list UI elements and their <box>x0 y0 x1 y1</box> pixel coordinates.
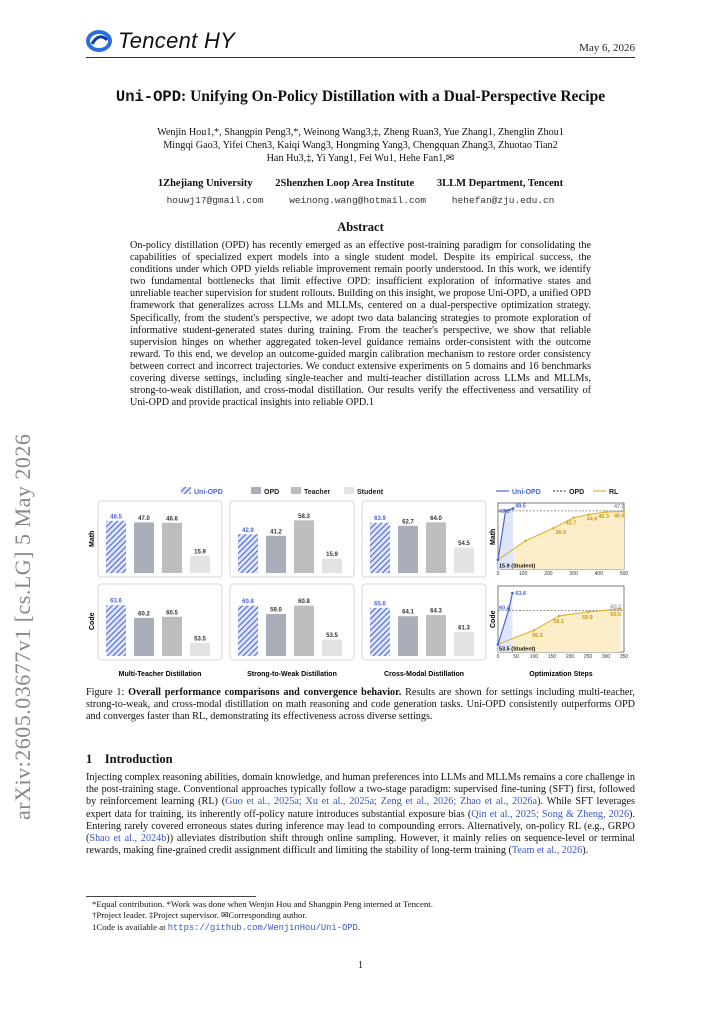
bar-value-label: 42.9 <box>242 527 254 534</box>
rl-point <box>572 516 575 519</box>
x-tick-label: 250 <box>583 654 593 660</box>
bar-panel <box>89 584 222 678</box>
bar-value-label: 64.3 <box>430 608 442 615</box>
bar-student <box>190 643 210 656</box>
logo-text: Tencent HY <box>118 28 236 53</box>
bar-value-label: 59.0 <box>270 607 282 614</box>
bar-student <box>454 632 474 656</box>
email[interactable]: houwj17@gmail.com <box>166 195 264 206</box>
bar-opd <box>398 616 418 656</box>
bar-opd <box>134 618 154 656</box>
row-label: Code <box>490 610 497 628</box>
x-tick-label: 500 <box>619 571 629 577</box>
code-link[interactable]: https://github.com/WenjinHou/Uni-OPD <box>167 923 358 933</box>
bar-value-label: 15.9 <box>194 549 206 556</box>
x-tick-label: 50 <box>513 654 519 660</box>
citation-link[interactable]: Team et al., 2026 <box>511 845 583 857</box>
x-tick-label: 100 <box>529 654 539 660</box>
bar-value-label: 61.3 <box>458 625 470 632</box>
bar-value-label: 63.6 <box>110 598 122 605</box>
x-tick-label: 100 <box>519 571 528 577</box>
page-number: 1 <box>358 960 363 971</box>
x-tick-label: 300 <box>569 571 578 577</box>
x-tick-label: 200 <box>565 654 575 660</box>
rl-point <box>587 513 590 516</box>
bar-panel <box>89 501 222 577</box>
point-label: 60.5 <box>610 611 622 618</box>
caption-text: Results are shown for settings including multi-teacher, strong-to-weak, and cross-modal distillation on math reasoning and code generation tasks. Uni-OPD consistently outperforms OPD and converges faster than RL, demonstrating its effectiveness across diverse settings. <box>86 687 635 723</box>
rl-point <box>552 527 555 530</box>
footnote: †Project leader. ‡Project supervisor. ✉Corresponding author. <box>92 910 308 920</box>
bar-value-label: 47.0 <box>138 515 150 522</box>
legend-swatch <box>344 487 354 494</box>
uniopd-point <box>511 592 514 595</box>
citation-link[interactable]: Shao et al., 2024b <box>89 833 167 845</box>
section-number: 1 <box>86 752 93 766</box>
x-tick-label: 0 <box>496 654 500 660</box>
rl-point <box>524 539 527 542</box>
bar-student <box>322 559 342 573</box>
uniopd-area <box>498 509 513 570</box>
bar-student <box>190 556 210 573</box>
bar-uniopd <box>370 523 390 573</box>
bar-panel <box>230 584 354 678</box>
bar-value-label: 64.1 <box>402 609 414 616</box>
line-panel <box>490 586 628 678</box>
panel-title: Strong-to-Weak Distillation <box>247 671 337 678</box>
bar-opd <box>266 614 286 656</box>
bar-value-label: 62.7 <box>402 519 414 526</box>
caption-bold: Overall performance comparisons and convergence behavior. <box>128 687 402 698</box>
intro-text: ). While SFT leverages expert data for training, its inherently off-policy nature introduces substantial exposure bias ( <box>86 796 635 820</box>
rl-area <box>498 508 624 569</box>
intro-text: Injecting complex reasoning abilities, domain knowledge, and human preferences into LLMs and MLLMs remains a core challenge in the post-training stage. Conventional approaches typically follow a two-stage paradigm: supervised fine-tuning (SFT) first, followed by reinforcement learning (RL) ( <box>86 772 635 808</box>
point-label: 44.6 <box>586 516 598 523</box>
affiliations <box>86 178 635 189</box>
footnote: *Equal contribution. *Work was done when Wenjin Hou and Shangpin Peng interned at Tencent. <box>92 899 433 909</box>
bar-panel <box>362 584 486 678</box>
tencent-hy-logo <box>86 28 235 54</box>
bar-teacher <box>294 520 314 573</box>
point-label: 46.3 <box>598 513 610 520</box>
bar-teacher <box>162 617 182 656</box>
bar-uniopd <box>370 608 390 656</box>
point-label: 59.1 <box>553 618 564 625</box>
title-text: : Unifying On-Policy Distillation with a Dual-Perspective Recipe <box>181 88 606 105</box>
footnote-text: 1Code is available at <box>92 922 168 932</box>
bar-uniopd <box>106 605 126 656</box>
caption-label: Figure 1: <box>86 687 125 698</box>
paper-date: May 6, 2026 <box>579 42 635 54</box>
bar-value-label: 53.5 <box>194 636 206 643</box>
point-label: 59.9 <box>582 614 593 621</box>
panel-title: Cross-Modal Distillation <box>383 671 465 678</box>
bar-student <box>322 640 342 656</box>
bar-value-label: 60.2 <box>138 611 150 618</box>
bar-value-label: 65.6 <box>374 601 386 608</box>
point-label: 63.6 <box>515 591 527 598</box>
bar-uniopd <box>238 534 258 573</box>
point-label: 46.6 <box>614 513 625 520</box>
figure-caption <box>86 687 635 724</box>
bar-uniopd <box>106 521 126 573</box>
email[interactable]: weinong.wang@hotmail.com <box>289 195 427 206</box>
email[interactable]: hehefan@zju.edu.cn <box>451 195 555 206</box>
uniopd-point <box>512 507 515 510</box>
legend-label: OPD <box>569 489 585 496</box>
uniopd-point <box>497 558 500 561</box>
line-panel <box>490 503 628 577</box>
footnote <box>92 922 632 934</box>
author-line: Mingqi Gao3, Yifei Chen3, Kaiqi Wang3, Hongming Yang3, Chengquan Zhang3, Zhuotao Tian2 <box>163 140 558 151</box>
arxiv-stamp: arXiv:2605.03677v1 [cs.LG] 5 May 2026 <box>10 433 35 820</box>
bar-value-label: 48.5 <box>110 514 122 521</box>
point-label: 42.7 <box>565 520 577 527</box>
rl-point <box>533 629 536 632</box>
row-label: Math <box>490 528 497 545</box>
bar-teacher <box>426 522 446 573</box>
bar-panel <box>362 501 486 577</box>
x-tick-label: 300 <box>601 654 611 660</box>
x-tick-label: 400 <box>594 571 603 577</box>
legend-label: Student <box>357 489 384 496</box>
bar-value-label: 60.8 <box>242 599 254 606</box>
title-method-name: Uni-OPD <box>115 88 182 106</box>
affiliation: 2Shenzhen Loop Area Institute <box>275 178 415 189</box>
bar-student <box>454 548 474 573</box>
bar-opd <box>398 526 418 573</box>
legend-label: Uni-OPD <box>512 489 541 496</box>
legend-label: Teacher <box>304 489 331 496</box>
panel-title: Multi-Teacher Distillation <box>118 671 202 678</box>
bar-panel <box>230 501 354 577</box>
bar-value-label: 60.8 <box>298 599 310 606</box>
section-title: Introduction <box>104 752 173 766</box>
bar-value-label: 63.9 <box>374 516 386 523</box>
rl-point <box>587 611 590 614</box>
figure-1-chart <box>86 484 635 680</box>
bar-value-label: 53.5 <box>326 633 338 640</box>
affiliation: 1Zhejiang University <box>157 178 253 189</box>
header-rule <box>86 57 635 58</box>
student-label: 15.9 (Student) <box>499 563 536 570</box>
bar-teacher <box>426 615 446 656</box>
citation-link[interactable]: Qin et al., 2025; Song & Zheng, 2026 <box>471 808 630 820</box>
abstract-text: On-policy distillation (OPD) has recently emerged as an effective post-training paradigm for consolidating the capabilities of specialized expert models into a single student model. Despite its empirical success, the conditions under which OPD yields reliable improvement remain poorly understood. In this work, we identify two fundamental bottlenecks that limit effective OPD: insufficient exploration of informative states and unreliable teacher supervision for student rollouts. Building on this insight, we propose Uni-OPD, a unified OPD framework that generalizes across LLMs and MLLMs, centered on a dual-perspective optimization strategy. Specifically, from the student's perspective, we adopt two data balancing strategies to promote exploration of informative student-generated states during training. From the teacher's perspective, we show that reliable supervision hinges on whether aggregated token-level guidance remains order-consistent with the outcome reward. To this end, we develop an outcome-guided margin calibration mechanism to restore order consistency between correct and incorrect trajectories. We conduct extensive experiments on 5 domains and 16 benchmarks covering diverse settings, including single-teacher and multi-teacher distillation across LLMs and MLLMs, strong-to-weak distillation, and cross-modal distillation. Our results verify the effectiveness and versatility of Uni-OPD and provide practical insights into reliable OPD.1 <box>130 240 591 409</box>
bar-value-label: 41.2 <box>270 529 282 536</box>
author-line: Wenjin Hou1,*, Shangpin Peng3,*, Weinong Wang3,‡, Zheng Ruan3, Yue Zhang1, Zhenglin Zhou1 <box>157 127 564 138</box>
x-tick-label: 150 <box>547 654 557 660</box>
point-label: 47.0 <box>499 508 510 515</box>
bar-value-label: 60.5 <box>166 610 178 617</box>
figure-1 <box>86 484 635 680</box>
student-label: 53.5 (Student) <box>499 646 536 653</box>
panel-title: Optimization Steps <box>529 671 593 678</box>
opd-label: 60.2 <box>610 604 622 611</box>
abstract-heading: Abstract <box>337 220 384 234</box>
row-label: Code <box>89 612 96 630</box>
legend-label: Uni-OPD <box>194 489 223 496</box>
uniopd-point <box>497 643 500 646</box>
opd-label: 47.0 <box>614 503 625 510</box>
bar-value-label: 15.9 <box>326 552 338 559</box>
section-heading <box>86 752 173 767</box>
footnote-rule <box>86 896 256 897</box>
bar-value-label: 46.6 <box>166 516 178 523</box>
legend-label: RL <box>609 489 619 496</box>
author-list <box>86 126 635 165</box>
rl-point <box>558 615 561 618</box>
intro-text: )) alleviates distribution shift through online sampling. However, it mainly relies on sequence-level or terminal rewards, making fine-grained credit assignment difficult and limiting the stability of long-term training ( <box>86 833 635 857</box>
bar-teacher <box>294 606 314 656</box>
author-line: Han Hu3,‡, Yi Yang1, Fei Wu1, Hehe Fan1,✉ <box>266 153 455 164</box>
email-list <box>86 195 635 206</box>
legend-label: OPD <box>264 489 280 496</box>
citation-link[interactable]: Guo et al., 2025a; Xu et al., 2025a; Zeng et al., 2026; Zhao et al., 2026a <box>225 796 538 808</box>
paper-title <box>86 88 635 106</box>
point-label: 56.3 <box>532 633 543 640</box>
legend-swatch <box>251 487 261 494</box>
bar-opd <box>134 522 154 573</box>
x-tick-label: 350 <box>619 654 629 660</box>
point-label: 36.0 <box>555 530 567 537</box>
rl-point <box>623 510 626 513</box>
intro-text: ). Entering rarely covered erroneous states during inference may lead to compounding errors. Alternatively, on-policy RL (e.g., GRPO ( <box>86 808 635 845</box>
footnote-text: . <box>357 922 360 932</box>
intro-paragraph <box>86 772 635 857</box>
bar-opd <box>266 536 286 573</box>
rl-point <box>605 511 608 514</box>
intro-text: ). <box>582 845 589 857</box>
bar-value-label: 58.3 <box>298 513 310 520</box>
bar-uniopd <box>238 606 258 656</box>
affiliation: 3LLM Department, Tencent <box>436 178 564 189</box>
row-label: Math <box>89 530 96 547</box>
legend-swatch <box>291 487 301 494</box>
point-label: 60.4 <box>499 605 510 612</box>
bar-value-label: 64.0 <box>430 515 442 522</box>
legend-swatch <box>181 487 191 494</box>
x-tick-label: 200 <box>544 571 553 577</box>
bar-value-label: 54.5 <box>458 541 470 548</box>
x-tick-label: 0 <box>496 571 500 577</box>
bar-teacher <box>162 523 182 573</box>
tencent-swirl-icon <box>86 30 112 52</box>
point-label: 48.5 <box>515 503 526 510</box>
